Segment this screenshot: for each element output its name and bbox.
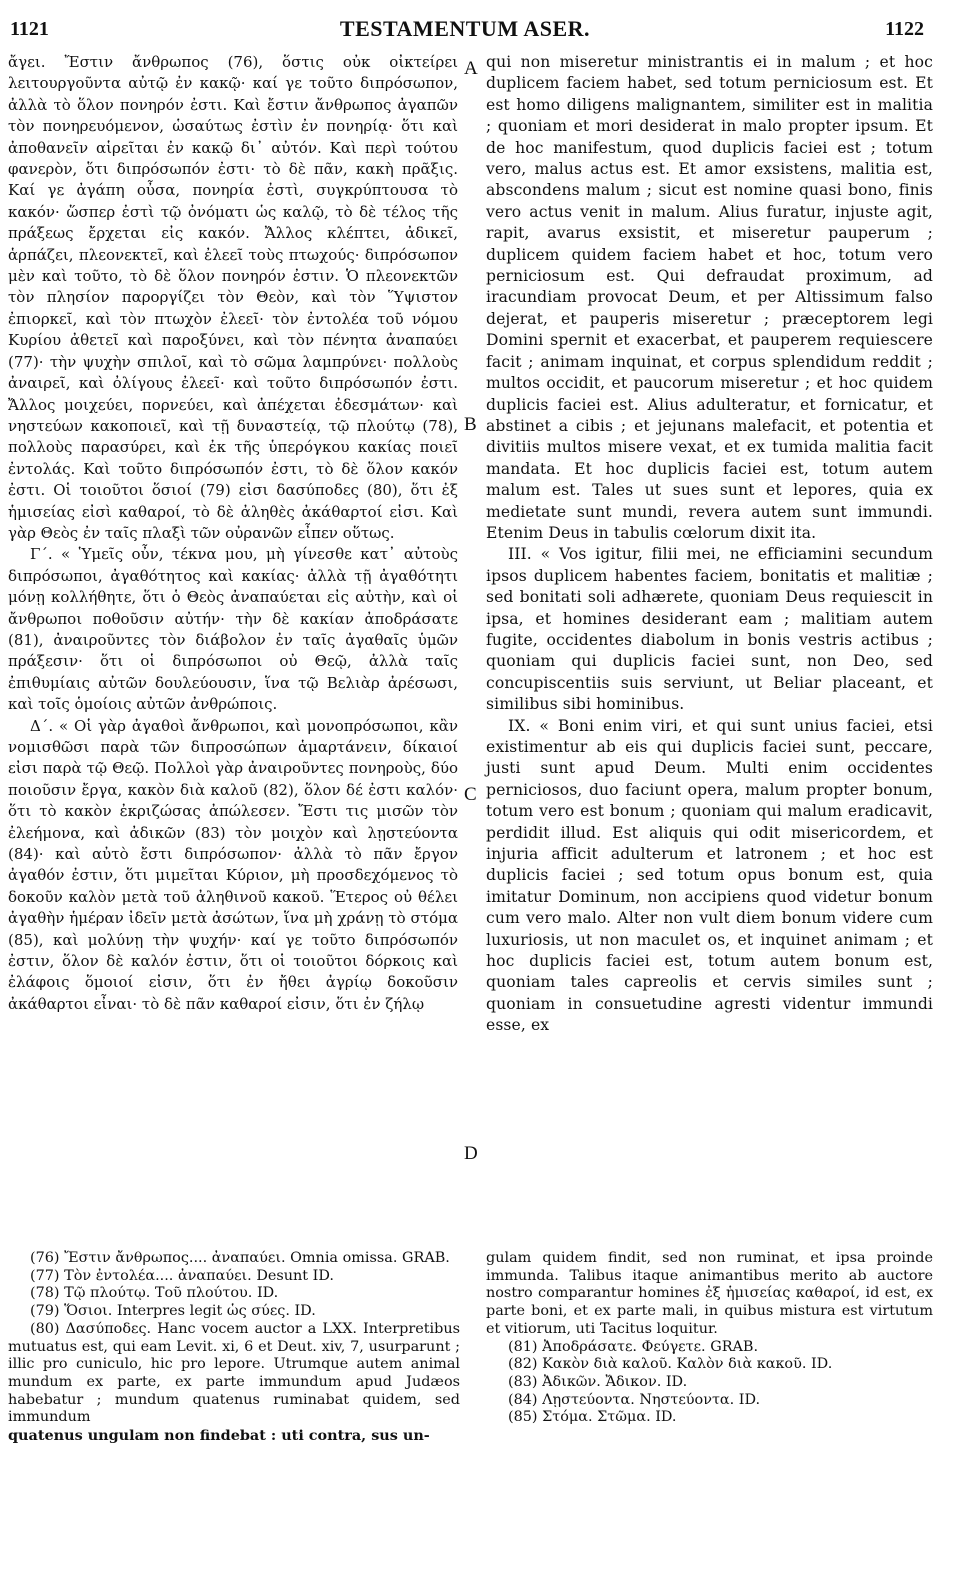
margin-letter-d: D	[464, 1143, 478, 1164]
footnote: (83) Ἀδικῶν. Ἄδικον. ID.	[508, 1373, 688, 1390]
margin-letter-c: C	[464, 784, 477, 805]
greek-paragraph-1: ἄγει. Ἔστιν ἄνθρωπος (76), ὅστις οὐκ οἰκτείρει λειτουργοῦντα αὐτῷ ἐν κακῷ· καί γε τοῦτο διπρόσωπον, ἀλλὰ τὸ ὅλον πονηρόν ἐστι. Καὶ ἔστιν ἄνθρωπος ἀγαπῶν τὸν πονηρευόμενον, ὡσαύτως ἐστὶν ἐν πονηρίᾳ· ὅτι καὶ ἀποθανεῖν αἱρεῖται ἐν κακῷ δι᾽ αὐτόν. Καὶ περὶ τούτου φανερὸν, ὅτι διπρόσωπόν ἐστι· τὸ δὲ πᾶν, κακὴ πρᾶξις. Καί γε ἀγάπη οὖσα, πονηρία ἐστὶ, συγκρύπτουσα τὸ κακόν· ὥσπερ ἐστὶ τῷ ὀνόματι ὡς καλῷ, τὸ δὲ τέλος τῆς πράξεως ἔρχεται εἰς κακόν. Ἄλλος κλέπτει, ἀδικεῖ, ἁρπάζει, πλεονεκτεῖ, καὶ ἐλεεῖ τοὺς πτωχούς· διπρόσωπον μὲν καὶ τοῦτο, τὸ δὲ ὅλον πονηρόν ἐστιν. Ὁ πλεονεκτῶν τὸν πλησίον παροργίζει τὸν Θεὸν, καὶ τὸν Ὕψιστον ἐπιορκεῖ, καὶ τὸν πτωχὸν ἐλεεῖ· τὸν ἐντολέα τοῦ νόμου Κυρίου ἀθετεῖ καὶ παροξύνει, καὶ τὸν πένητα ἀναπαύει (77)· τὴν ψυχὴν σπιλοῖ, καὶ τὸ σῶμα λαμπρύνει· πολλοὺς ἀναιρεῖ, καὶ ὀλίγους ἐλεεῖ· καὶ τοῦτο διπρόσωπόν ἐστι. Ἄλλος μοιχεύει, πορνεύει, καὶ ἀπέχεται ἐδεσμάτων· καὶ νηστεύων κακοποιεῖ, καὶ τῇ δυναστείᾳ, τῷ πλούτῳ (78), πολλοὺς παρασύρει, καὶ ἐκ τῆς ὑπερόγκου κακίας ποιεῖ ἐντολάς. Καὶ τοῦτο διπρόσωπόν ἐστι, τὸ δὲ ὅλον κακόν ἐστι. Οἱ τοιοῦτοι ὅσιοί (79) εἰσι δασύποδες (80), ὅτι ἐξ ἡμισείας εἰσὶ καθαροί, τὸ δὲ ἀληθὲς ἀκάθαρτοί εἰσι. Καὶ γὰρ Θεὸς ἐν ταῖς πλαξὶ τῶν οὐρανῶν εἶπεν οὕτως.	[8, 53, 458, 542]
footnote: (79) Ὅσιοι. Interpres legit ὡς σύες. ID.	[30, 1303, 316, 1320]
page-number-left: 1121	[10, 18, 49, 40]
running-title: TESTAMENTUM ASER.	[339, 16, 591, 41]
footnote: (76) Ἔστιν ἄνθρωπος.... ἀναπαύει. Omnia omissa. GRAB.	[30, 1250, 450, 1266]
footnotes-right	[486, 1250, 933, 1427]
page-number-right: 1122	[885, 18, 924, 40]
footnote: (84) Λῃστεύοντα. Νηστεύοντα. ID.	[508, 1391, 761, 1408]
footnote: (80) Δασύποδες. Hanc vocem auctor a LXX. Interpretibus mutuatus est, qui eam Levit. xi, 6 et Deut. xiv, 7, usurparunt ; illic pro cuniculo, hic pro lepore. Utrumque autem animal mundum ex parte, ex parte immundum apud Judæos habebatur ; mundum quatenus ruminabat quidem, sed immundum	[8, 1320, 460, 1426]
latin-paragraph-3: IX. « Boni enim viri, et qui sunt unius faciei, etsi existimentur ab eis qui duplicis faciei sunt, peccare, justi sunt apud Deum. Multi enim occidentes perniciosos, duo faciunt opera, malum propter bonum, totum vero est bonum ; quoniam qui malum eradicavit, perdidit illud. Est aliquis qui odit misericordem, et injuria afficit adulterum et latronem ; et hoc est duplicis faciei ; sed totum opus bonum est, quia imitatur Dominum, non accipiens quod videtur bonum cum vero malo. Alter non vult diem bonum videre cum luxuriosis, ut non maculet os, et inquinet animam ; et hoc duplicis faciei est, totum autem bonum est, quoniam tales capreolis et cervis similes sunt ; quoniam in consuetudine agresti videntur immundi esse, ex	[486, 716, 933, 1035]
greek-paragraph-2: Γ΄. « Ὑμεῖς οὖν, τέκνα μου, μὴ γίνεσθε κατ᾽ αὐτοὺς διπρόσωποι, ἀγαθότητος καὶ κακίας· ἀλλὰ τῇ ἀγαθότητι μόνῃ κολλήθητε, ὅτι ὁ Θεὸς ἀναπαύεται εἰς αὐτὴν, καὶ οἱ ἄνθρωποι ποθοῦσιν αὐτήν· τὴν δὲ κακίαν ἀποδράσατε (81), ἀναιροῦντες τὸν διάβολον ἐν ταῖς ἀγαθαῖς ὑμῶν πράξεσιν· ὅτι οἱ διπρόσωποι οὐ Θεῷ, ἀλλὰ ταῖς ἐπιθυμίαις αὐτῶν δουλεύουσιν, ἵνα τῷ Βελιὰρ ἀρέσωσι, καὶ τοῖς ὁμοίοις αὐτῶν ἀνθρώποις.	[8, 545, 458, 714]
greek-column	[8, 52, 458, 1015]
latin-column	[486, 52, 933, 1037]
footnote: (82) Κακὸν διὰ καλοῦ. Καλὸν διὰ κακοῦ. ID.	[508, 1356, 833, 1373]
footnote: (85) Στόμα. Στῶμα. ID.	[508, 1409, 677, 1426]
margin-letter-b: B	[464, 414, 477, 435]
footnotes-left	[8, 1250, 460, 1445]
footnote: (78) Τῷ πλούτῳ. Τοῦ πλούτου. ID.	[30, 1285, 279, 1302]
footnote-continuation: gulam quidem findit, sed non ruminat, et ipsa proinde immunda. Talibus itaque animantibus merito ab auctore nostro comparantur homines ἐξ ἡμισείας καθαροί, id est, ex parte boni, et ex parte mali, in quibus mistura est virtutum et vitiorum, uti Tacitus loquitur.	[486, 1250, 933, 1337]
greek-paragraph-3: Δ΄. « Οἱ γὰρ ἀγαθοὶ ἄνθρωποι, καὶ μονοπρόσωποι, κἂν νομισθῶσι παρὰ τῶν διπροσώπων ἁμαρτάνειν, δίκαιοί εἰσι παρὰ τῷ Θεῷ. Πολλοὶ γὰρ ἀναιροῦντες πονηροὺς, δύο ποιοῦσιν ἔργα, κακὸν διὰ καλοῦ (82), ὅλον δέ ἐστι καλόν· ὅτι τὸ κακὸν ἐκριζώσας ἀπώλεσεν. Ἔστι τις μισῶν τὸν ἐλεήμονα, καὶ ἀδικῶν (83) τὸν μοιχὸν καὶ λῃστεύοντα (84)· καὶ αὐτὸ ἔστι διπρόσωπον· ἀλλὰ τὸ πᾶν ἔργον ἀγαθόν ἐστιν, ὅτι μιμεῖται Κύριον, μὴ προσδεχόμενος τὸ δοκοῦν καλὸν μετὰ τοῦ ἀληθινοῦ κακοῦ. Ἕτερος οὐ θέλει ἀγαθὴν ἡμέραν ἰδεῖν μετὰ ἀσώτων, ἵνα μὴ χράνῃ τὸ στόμα (85), καὶ μολύνῃ τὴν ψυχήν· καί γε τοῦτο διπρόσωπόν ἐστιν, ὅλον δὲ καλόν ἐστιν, ὅτι οἱ τοιοῦτοι δόρκοις καὶ ἐλάφοις ὅμοιοί εἰσιν, ὅτι ἐν ἤθει ἀγρίῳ δοκοῦσιν ἀκάθαρτοι εἶναι· τὸ δὲ πᾶν καθαροί εἰσιν, ὅτι ἐν ζήλῳ	[8, 716, 458, 1013]
footnote-continuation: quatenus ungulam non findebat : uti contra, sus un-	[8, 1427, 430, 1445]
margin-letter-a: A	[464, 58, 478, 79]
footnote: (81) Ἀποδράσατε. Φεύγετε. GRAB.	[508, 1338, 759, 1355]
latin-paragraph-1: qui non miseretur ministrantis ei in malum ; et hoc duplicem faciem habet, sed totum perniciosum est. Et est homo diligens malignantem, similiter est in malitia ; quoniam et mori desiderat in malo propter ipsum. Et de hoc manifestum, quod duplicis faciei est ; totum vero, malus actus est. Et amor exsistens, malitia est, abscondens malum ; sicut est nomine quasi bono, finis vero actus venit in malum. Alius furatur, injuste agit, rapit, avarus exsistit, et miseretur pauperum ; duplicem quidem faciem habet et hoc, totum vero perniciosum est. Qui defraudat proximum, ad iracundiam provocat Deum, et per Altissimum falso dejerat, et pauperis miseretur ; præceptorem legi Domini spernit et exacerbat, et pauperem requiescere facit ; animam inquinat, et corpus splendidum reddit ; multos occidit, et paucorum miseretur ; et hoc quidem duplicis faciei est. Alius adulteratur, et fornicatur, et abstinet a cibis ; et jejunans malefacit, et potentia et divitiis multos misere vexat, et ex tumida malitia facit mandata. Et hoc duplicis faciei est, totum autem malum est. Tales ut sues sunt et lepores, quia ex medietate sunt mundi, revera autem sunt immundi. Etenim Deus in tabulis cœlorum dixit ita.	[486, 53, 933, 542]
latin-paragraph-2: III. « Vos igitur, filii mei, ne efficiamini secundum ipsos duplicem habentes faciem, bonitatis et malitiæ ; sed bonitati soli adhærete, quoniam Deus requiescit in ipsa, et homines desiderant eam ; malitiam autem fugite, occidentes diabolum in bonis vestris actibus ; quoniam qui duplicis faciei sunt, non Deo, sed concupiscentiis suis serviunt, ut Beliar placeant, et similibus sibi hominibus.	[486, 545, 933, 714]
footnote: (77) Τὸν ἐντολέα.... ἀναπαύει. Desunt ID.	[30, 1267, 334, 1284]
running-header	[6, 14, 924, 42]
